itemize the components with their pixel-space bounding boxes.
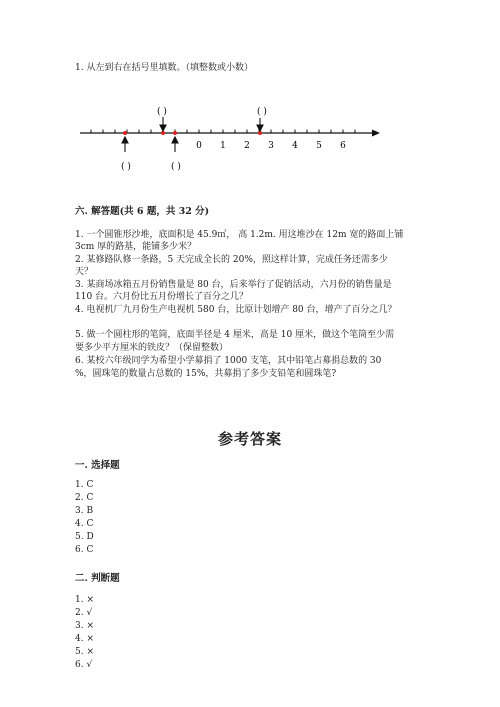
tick-label: 0 [196,141,202,151]
answers-title: 参考答案 [217,430,282,448]
answer-item: 1. C [75,480,94,490]
answer-item: 2. √ [75,608,93,618]
number-line [0,0,500,200]
problem-line: 4. 电视机厂九月份生产电视机 580 台，比原计划增产 80 台，增产了百分之几？ [75,305,397,315]
answer-item: 5. D [75,532,94,542]
section-6-heading: 六. 解答题(共 6 题，共 32 分) [75,206,210,217]
tick-label: 1 [220,141,226,151]
answer-item: 3. B [75,506,94,516]
answer-bracket: ( ) [171,162,181,172]
answer-item: 4. × [75,634,94,644]
tick-label: 6 [340,141,346,151]
answer-bracket: ( ) [157,107,167,117]
answer-item: 6. C [75,545,94,555]
answer-item: 1. × [75,595,94,605]
tick-label: 2 [244,141,250,151]
answer-bracket: ( ) [121,162,131,172]
answer-item: 2. C [75,493,94,503]
problem-line: 1. 一个圆锥形沙堆，底面积是 45.9㎡， 高 1.2m. 用这堆沙在 12m 宽的路面上铺 [75,230,404,240]
choice-heading: 一. 选择题 [75,460,120,471]
problem-line: 110 台。六月份比五月份增长了百分之几？ [75,292,249,302]
problem-line: 要多少平方厘米的铁皮？（保留整数） [75,343,229,353]
point-c [173,131,177,135]
problem-line: 5. 做一个圆柱形的笔筒，底面半径是 4 厘米，高是 10 厘米，做这个笔筒至少需 [75,330,395,340]
answer-item: 6. √ [75,660,93,670]
tick-label: 3 [268,141,274,151]
answer-item: 4. C [75,519,94,529]
tick-label: 4 [292,141,298,151]
judge-heading: 二. 判断题 [75,573,120,584]
question-1: 1. 从左到右在括号里填数。（填整数或小数） [75,63,253,73]
tick-label: 5 [316,141,322,151]
answer-item: 5. × [75,647,94,657]
problem-line: %，圆珠笔的数量占总数的 15%，共募捐了多少支铅笔和圆珠笔? [75,369,337,379]
problem-line: 天？ [75,267,94,277]
answer-item: 3. × [75,621,94,631]
problem-line: 2. 某修路队修一条路，5 天完成全长的 20%，照这样计算，完成任务还需多少 [75,255,388,265]
point-a [123,131,127,135]
problem-line: 3. 某商场冰箱五月份销售量是 80 台，后来举行了促销活动，六月份的销售量是 [75,280,392,290]
problem-line: 6. 某校六年级同学为希望小学募捐了 1000 支笔，其中铅笔占募捐总数的 30 [75,356,382,366]
problem-line: 3cm 厚的路基，能铺多少米？ [75,242,197,252]
answer-bracket: ( ) [257,107,267,117]
